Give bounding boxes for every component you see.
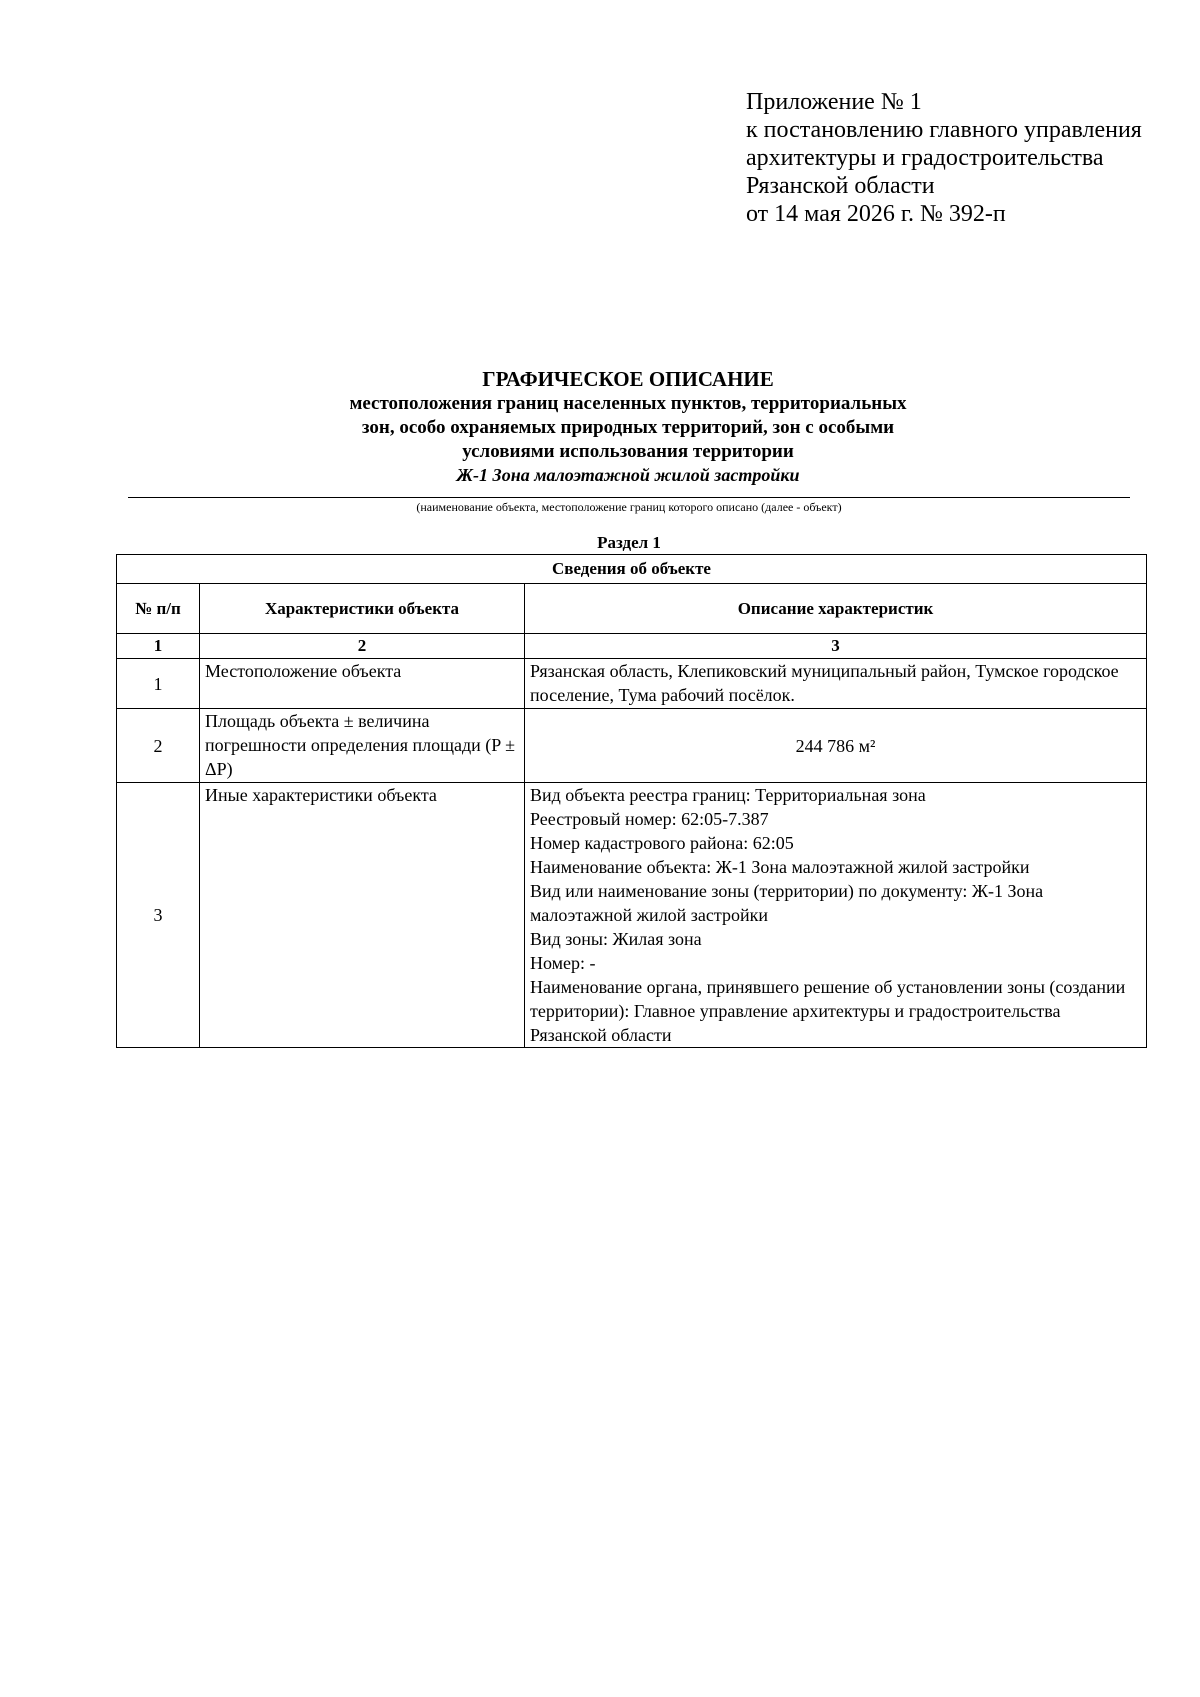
document-subtitle-line: местоположения границ населенных пунктов, территориальных [349,393,907,414]
section-title: Раздел 1 [597,533,661,552]
col-number: 2 [200,634,525,659]
description-line: Вид объекта реестра границ: Территориальная зона [530,785,926,805]
row-characteristic: Иные характеристики объекта [200,783,525,1048]
appendix-line: Рязанской области [746,173,935,199]
description-line: Вид зоны: Жилая зона [530,929,702,949]
table-row [117,659,1147,709]
row-characteristic: Площадь объекта ± величина погрешности определения площади (P ± ΔP) [200,709,525,783]
document-title: ГРАФИЧЕСКОЕ ОПИСАНИЕ [482,367,774,391]
row-characteristic: Местоположение объекта [200,659,525,709]
document-subtitle-line: зон, особо охраняемых природных территорий, зон с особыми [361,417,895,438]
header-description: Описание характеристик [525,584,1147,634]
row-description: 244 786 м² [525,709,1147,783]
description-line: Номер: - [530,953,596,973]
row-number: 1 [117,659,200,709]
appendix-line: от 14 мая 2026 г. № 392-п [746,201,1006,227]
col-number: 3 [525,634,1147,659]
col-number: 1 [117,634,200,659]
object-name: Ж-1 Зона малоэтажной жилой застройки [456,465,800,485]
header-num: № п/п [117,584,200,634]
description-line: Наименование объекта: Ж-1 Зона малоэтажной жилой застройки [530,857,1030,877]
row-number: 2 [117,709,200,783]
appendix-line: архитектуры и градостроительства [746,145,1104,171]
description-line: Вид или наименование зоны (территории) по документу: Ж-1 Зона малоэтажной жилой застройки [530,881,1044,925]
object-name-caption: (наименование объекта, местоположение границ которого описано (далее - объект) [416,500,842,514]
object-info-table [116,554,1147,1048]
document-subtitle-line: условиями использования территории [462,441,794,462]
table-title: Сведения об объекте [117,555,1147,584]
document-title-block [128,366,1128,486]
appendix-line: к постановлению главного управления [746,117,1142,143]
object-name-underline [128,497,1130,498]
appendix-line: Приложение № 1 [746,89,922,115]
row-description [525,783,1147,1048]
appendix-header [746,88,1142,228]
description-line: Реестровый номер: 62:05-7.387 [530,809,769,829]
description-line: Наименование органа, принявшего решение об установлении зоны (создании территории): Главное управление архитектуры и градостроительства Рязанской области [530,977,1126,1045]
table-row [117,709,1147,783]
header-characteristic: Характеристики объекта [200,584,525,634]
row-number: 3 [117,783,200,1048]
table-row [117,783,1147,1048]
description-line: Номер кадастрового района: 62:05 [530,833,794,853]
row-description: Рязанская область, Клепиковский муниципальный район, Тумское городское поселение, Тума рабочий посёлок. [525,659,1147,709]
